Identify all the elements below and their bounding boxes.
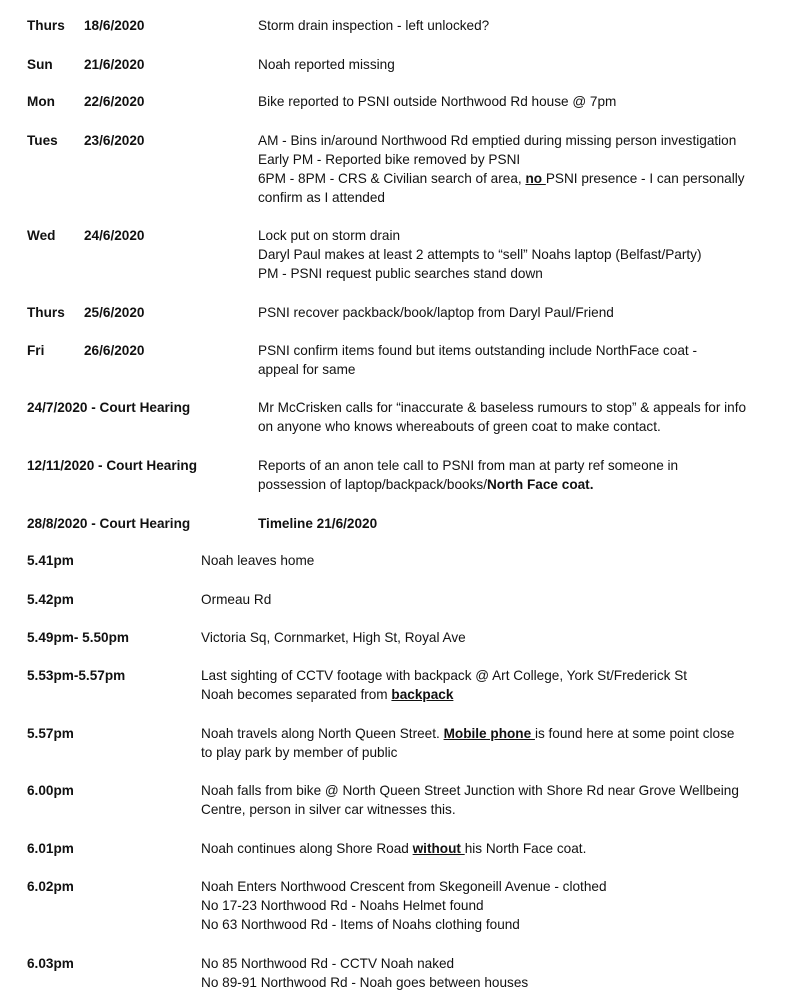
description-line: AM - Bins in/around Northwood Rd emptied during missing person investigation (258, 133, 737, 148)
description-line: Noah Enters Northwood Crescent from Skegoneill Avenue - clothed (201, 879, 607, 894)
description-line: Victoria Sq, Cornmarket, High St, Royal Ave (201, 630, 466, 645)
description-line: Noah becomes separated from backpack (201, 687, 454, 702)
description-line: Centre, person in silver car witnesses this. (201, 802, 456, 817)
emphasis-backpack: backpack (391, 687, 454, 702)
timeline-time: 6.03pm (27, 956, 74, 971)
description-line: Storm drain inspection - left unlocked? (258, 18, 490, 33)
description-line: Noah reported missing (258, 57, 395, 72)
description-line: PSNI confirm items found but items outstanding include NorthFace coat - (258, 343, 697, 358)
timeline-time: 5.53pm-5.57pm (27, 668, 126, 683)
event-day: Mon (27, 94, 55, 109)
timeline-description (201, 551, 781, 570)
timeline-heading (258, 514, 783, 533)
timeline-time: 5.41pm (27, 553, 74, 568)
description-line: No 85 Northwood Rd - CCTV Noah naked (201, 956, 455, 971)
event-date: 26/6/2020 (84, 343, 145, 358)
event-description (258, 303, 783, 322)
event-date: 23/6/2020 (84, 133, 145, 148)
event-description (258, 341, 783, 379)
timeline-description (201, 781, 781, 819)
description-line: to play park by member of public (201, 745, 398, 760)
event-description (258, 226, 783, 283)
description-line: Noah falls from bike @ North Queen Street Junction with Shore Rd near Grove Wellbeing (201, 783, 739, 798)
hearing-label: 24/7/2020 - Court Hearing (27, 400, 191, 415)
event-day: Sun (27, 57, 53, 72)
event-day: Thurs (27, 18, 65, 33)
description-line: Mr McCrisken calls for “inaccurate & baseless rumours to stop” & appeals for info (258, 400, 747, 415)
event-day: Wed (27, 228, 56, 243)
timeline-time: 5.49pm- 5.50pm (27, 630, 129, 645)
description-line: Noah leaves home (201, 553, 315, 568)
description-line: Early PM - Reported bike removed by PSNI (258, 152, 521, 167)
timeline-time: 6.02pm (27, 879, 74, 894)
description-line: Last sighting of CCTV footage with backpack @ Art College, York St/Frederick St (201, 668, 688, 683)
description-line: on anyone who knows whereabouts of green coat to make contact. (258, 419, 661, 434)
description-line: No 17-23 Northwood Rd - Noahs Helmet found (201, 898, 484, 913)
timeline-time: 6.01pm (27, 841, 74, 856)
timeline-time: 5.42pm (27, 592, 74, 607)
timeline-time: 5.57pm (27, 726, 74, 741)
description-line: Reports of an anon tele call to PSNI from man at party ref someone in (258, 458, 679, 473)
emphasis-north-face-coat: North Face coat. (486, 477, 594, 492)
event-description (258, 16, 783, 35)
event-date: 18/6/2020 (84, 18, 145, 33)
timeline-description (201, 666, 781, 704)
event-day: Tues (27, 133, 58, 148)
timeline-description (201, 954, 781, 992)
timeline-description (201, 877, 781, 934)
description-line: No 89-91 Northwood Rd - Noah goes between houses (201, 975, 529, 990)
event-day: Fri (27, 343, 45, 358)
timeline-time: 6.00pm (27, 783, 74, 798)
event-date: 24/6/2020 (84, 228, 145, 243)
timeline-description (201, 628, 781, 647)
emphasis-mobile-phone: Mobile phone (443, 726, 535, 741)
event-date: 21/6/2020 (84, 57, 145, 72)
description-line: Noah travels along North Queen Street. Mobile phone is found here at some point close (201, 726, 735, 741)
description-line: Noah continues along Shore Road without his North Face coat. (201, 841, 587, 856)
event-description (258, 55, 783, 74)
description-line: Ormeau Rd (201, 592, 272, 607)
description-line: PSNI recover packback/book/laptop from Daryl Paul/Friend (258, 305, 614, 320)
description-line: Daryl Paul makes at least 2 attempts to “sell” Noahs laptop (Belfast/Party) (258, 247, 702, 262)
emphasis-no: no (525, 171, 546, 186)
emphasis-without: without (412, 841, 465, 856)
description-line: appeal for same (258, 362, 356, 377)
event-description (258, 92, 783, 111)
event-date: 25/6/2020 (84, 305, 145, 320)
hearing-description (258, 456, 783, 494)
event-date: 22/6/2020 (84, 94, 145, 109)
event-description (258, 131, 783, 207)
timeline-description (201, 839, 781, 858)
description-line: PM - PSNI request public searches stand down (258, 266, 543, 281)
description-line: Bike reported to PSNI outside Northwood Rd house @ 7pm (258, 94, 617, 109)
hearing-label: 12/11/2020 - Court Hearing (27, 458, 197, 473)
description-line: 6PM - 8PM - CRS & Civilian search of area, no PSNI presence - I can personally (258, 171, 745, 186)
event-day: Thurs (27, 305, 65, 320)
timeline-description (201, 724, 781, 762)
description-line: Lock put on storm drain (258, 228, 401, 243)
description-line: confirm as I attended (258, 190, 385, 205)
timeline-title: Timeline 21/6/2020 (258, 516, 378, 531)
description-line: possession of laptop/backpack/books/North Face coat. (258, 477, 594, 492)
hearing-label: 28/8/2020 - Court Hearing (27, 516, 191, 531)
timeline-description (201, 590, 781, 609)
description-line: No 63 Northwood Rd - Items of Noahs clothing found (201, 917, 520, 932)
hearing-description (258, 398, 783, 436)
